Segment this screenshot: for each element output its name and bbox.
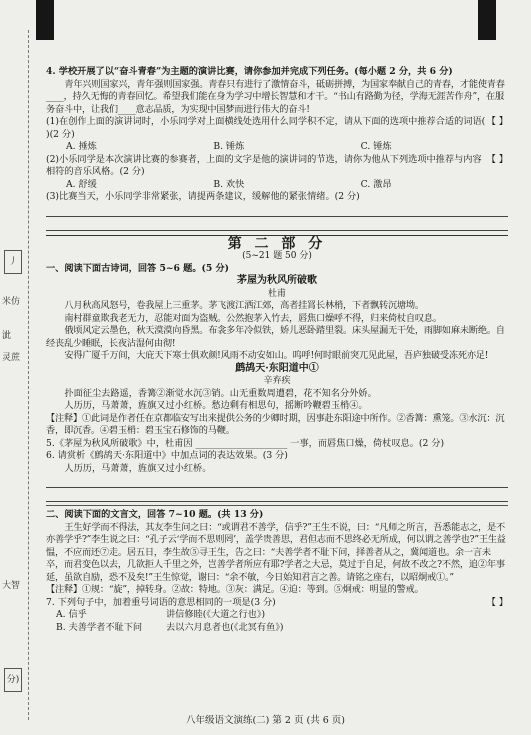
page-content	[46, 66, 508, 634]
q4-sub2-options	[46, 179, 508, 192]
poem2-line: 人历历，马萧萧，旌旗又过小红桥。愁边剩有相思句，摇断吟鞭碧玉梢④。	[64, 400, 368, 411]
q4-stem: 4. 学校开展了以“奋斗青春”为主题的演讲比赛，请你参加并完成下列任务。(每小题 2 分，共 6 分)	[46, 66, 453, 77]
poem1-line: 安得广厦千万间，大庇天下寒士俱欢颜!风雨不动安如山。呜呼!何时眼前突兀见此屋，吾庐独破受冻死亦足!	[64, 350, 489, 361]
section2-heading: 二、阅读下面的文言文，回答 7~10 题。(共 13 分)	[46, 509, 264, 520]
q4-sub1	[46, 116, 508, 141]
q4-sub2-text: (2)小乐同学是本次演讲比赛的参赛者，上面的文字是他的演讲词的节选，请你为他从下列选项中推荐与内容相符的音乐风格。(2 分)	[46, 153, 482, 177]
answer-line[interactable]	[46, 477, 508, 488]
gutter-mark-4: 灵蔗	[2, 353, 21, 363]
poem1-line: 八月秋高风怒号，卷我屋上三重茅。茅飞渡江洒江郊，高者挂罥长林梢，下者飘转沉塘坳。	[64, 300, 424, 311]
section1-heading: 一、阅读下面古诗词，回答 5~6 题。(5 分)	[46, 262, 229, 274]
section-divider	[46, 505, 508, 506]
q7-text: 7. 下列句子中，加着重号词语的意思相同的一项是(3 分)	[46, 596, 276, 608]
q7	[46, 597, 508, 610]
q4-sub1-answer-bracket[interactable]: 【 】	[486, 116, 508, 127]
gutter-mark-3: 泚	[2, 331, 12, 341]
q7-option-a-right: 讲信修睦(《大道之行也》)	[166, 609, 266, 620]
binding-gutter	[0, 0, 34, 735]
q4-sub2-answer-bracket[interactable]: 【 】	[486, 153, 508, 165]
poem2-line: 扑面征尘去路遥，香篝②渐觉水沉③销。山无重数周遭碧，花不知名分外娇。	[64, 387, 377, 399]
poem2-notes: 【注释】①此词是作者任在京都临安写出来提供公务的少卿时期，因事赴东阳途中所作。②香篝：熏笼。③水沉：沉香，即沉香。④碧玉梢：碧玉宝石修饰的马鞭。	[46, 412, 505, 436]
q5: 5.《茅屋为秋风所破歌》中，杜甫因 ____________________ 一事，而唇焦口燥，倚杖叹息。(2 分)	[46, 437, 445, 449]
option-b: B. 欢快	[213, 178, 245, 190]
poem1-line: 南村群童欺我老无力，忍能对面为盗贼。公然抱茅入竹去，唇焦口燥呼不得，归来倚杖自叹息。	[64, 312, 442, 324]
registration-mark-right	[478, 0, 496, 40]
classical-passage: 王生好学而不得法，其友李生问之曰：“或谓君不善学，信乎?”王生不说，曰：“凡师之所言，吾悉能志之，是不亦善学乎?”李生说之曰：“孔子云‘学而不思则罔’，盖学贵善思，君但志而不思终必无所成，何以谓之善学也?”王生益愠，不应而还⑦走。居五日，李生故⑤寻王生，告之曰：“夫善学者不耻下问，择善者从之，冀闻道也。余一言未卒，而君变色以去，几欲拒人千里之外，岂善学者所应有耶?学者之大忌，莫过于自足，何故不改之?不然，追②年事延，虽欲自励，恐不及矣!”王生惊觉，谢曰：“余不敏，今日始知君言之善。请铭之座右，以昭炯戒①。”	[46, 521, 506, 583]
answer-line[interactable]	[46, 220, 508, 231]
q4-sub2	[46, 154, 508, 179]
option-c: C. 激昂	[360, 178, 392, 190]
gutter-mark-5: 大智	[2, 581, 21, 591]
poem1-title: 茅屋为秋风所破歌	[237, 275, 317, 286]
poem1-line: 俄顷风定云墨色，秋天漠漠向昏黑。布衾多年冷似铁，娇儿恶卧踏里裂。床头屋漏无干处，雨脚如麻未断绝。自经丧乱少睡眠，长夜沾湿何由彻!	[46, 325, 505, 349]
poem2-author: 辛弃疾	[263, 376, 291, 386]
q4-sub3: (3)比赛当天，小乐同学非常紧张，请提两条建议，缓解他的紧张情绪。(2 分)	[46, 191, 360, 202]
page-footer: 八年级语文演练(二) 第 2 页 (共 6 页)	[185, 715, 346, 726]
answer-line[interactable]	[46, 491, 508, 502]
poem1-author: 杜甫	[267, 288, 286, 299]
q4-sub1-text: (1)在创作上面的演讲词时，小乐同学对上面横线处选用什么同学积不定，请从下面的选项中推荐合适的词语( )(2 分)	[46, 116, 486, 140]
q6-line: 人历历，马萧萧，旌旗又过小红桥。	[64, 462, 212, 474]
q7-option-a-left: A. 信乎	[56, 609, 87, 620]
option-b: B. 锤炼	[213, 141, 245, 152]
q7-option-b	[46, 622, 508, 635]
registration-mark-left	[36, 0, 54, 40]
q4-sub1-options	[46, 141, 508, 154]
poem2-title: 鹧鸪天·东阳道中①	[235, 362, 319, 374]
part-subtitle: (5~21 题 50 分)	[242, 251, 312, 261]
gutter-mark-6: 分)	[4, 668, 22, 692]
part-title: 第 二 部 分	[46, 235, 508, 251]
q7-answer-bracket[interactable]: 【 】	[486, 596, 508, 608]
option-c: C. 锤炼	[360, 141, 392, 152]
q7-option-a	[46, 609, 508, 622]
option-a: A. 捶炼	[66, 141, 97, 152]
gutter-dashed-line	[28, 30, 29, 720]
answer-line[interactable]	[46, 206, 508, 217]
gutter-mark-2: 米仿	[2, 297, 21, 307]
q6: 6. 请赏析《鹧鸪天·东阳道中》中加点词的表达效果。(3 分)	[46, 450, 288, 461]
q7-option-b-right: 去以六月息者也(《北冥有鱼》)	[166, 621, 284, 633]
gutter-mark-1: 丿	[4, 250, 22, 274]
q4-passage: 青年兴则国家兴，青年强则国家强。青春只有进行了激情奋斗，砥砺拼搏，为国家奉献自己的青春，才能使青春____，持久无悔的青春回忆。希望我们能在身为学习中增长智慧和才干。“书山有路勤为径，学海无涯苦作舟”，在服务奋斗中，让我们____意志品质，为实现中国梦而进行伟大的奋斗!	[46, 78, 505, 115]
classical-notes: 【注释】①规：“旋”，掉转身。②故：特地。③灰：满足。④迫：等到。⑤炯戒：明显的警戒。	[46, 584, 424, 595]
q7-option-b-left: B. 夫善学者不耻下问	[56, 621, 143, 633]
option-a: A. 舒缓	[66, 178, 97, 190]
